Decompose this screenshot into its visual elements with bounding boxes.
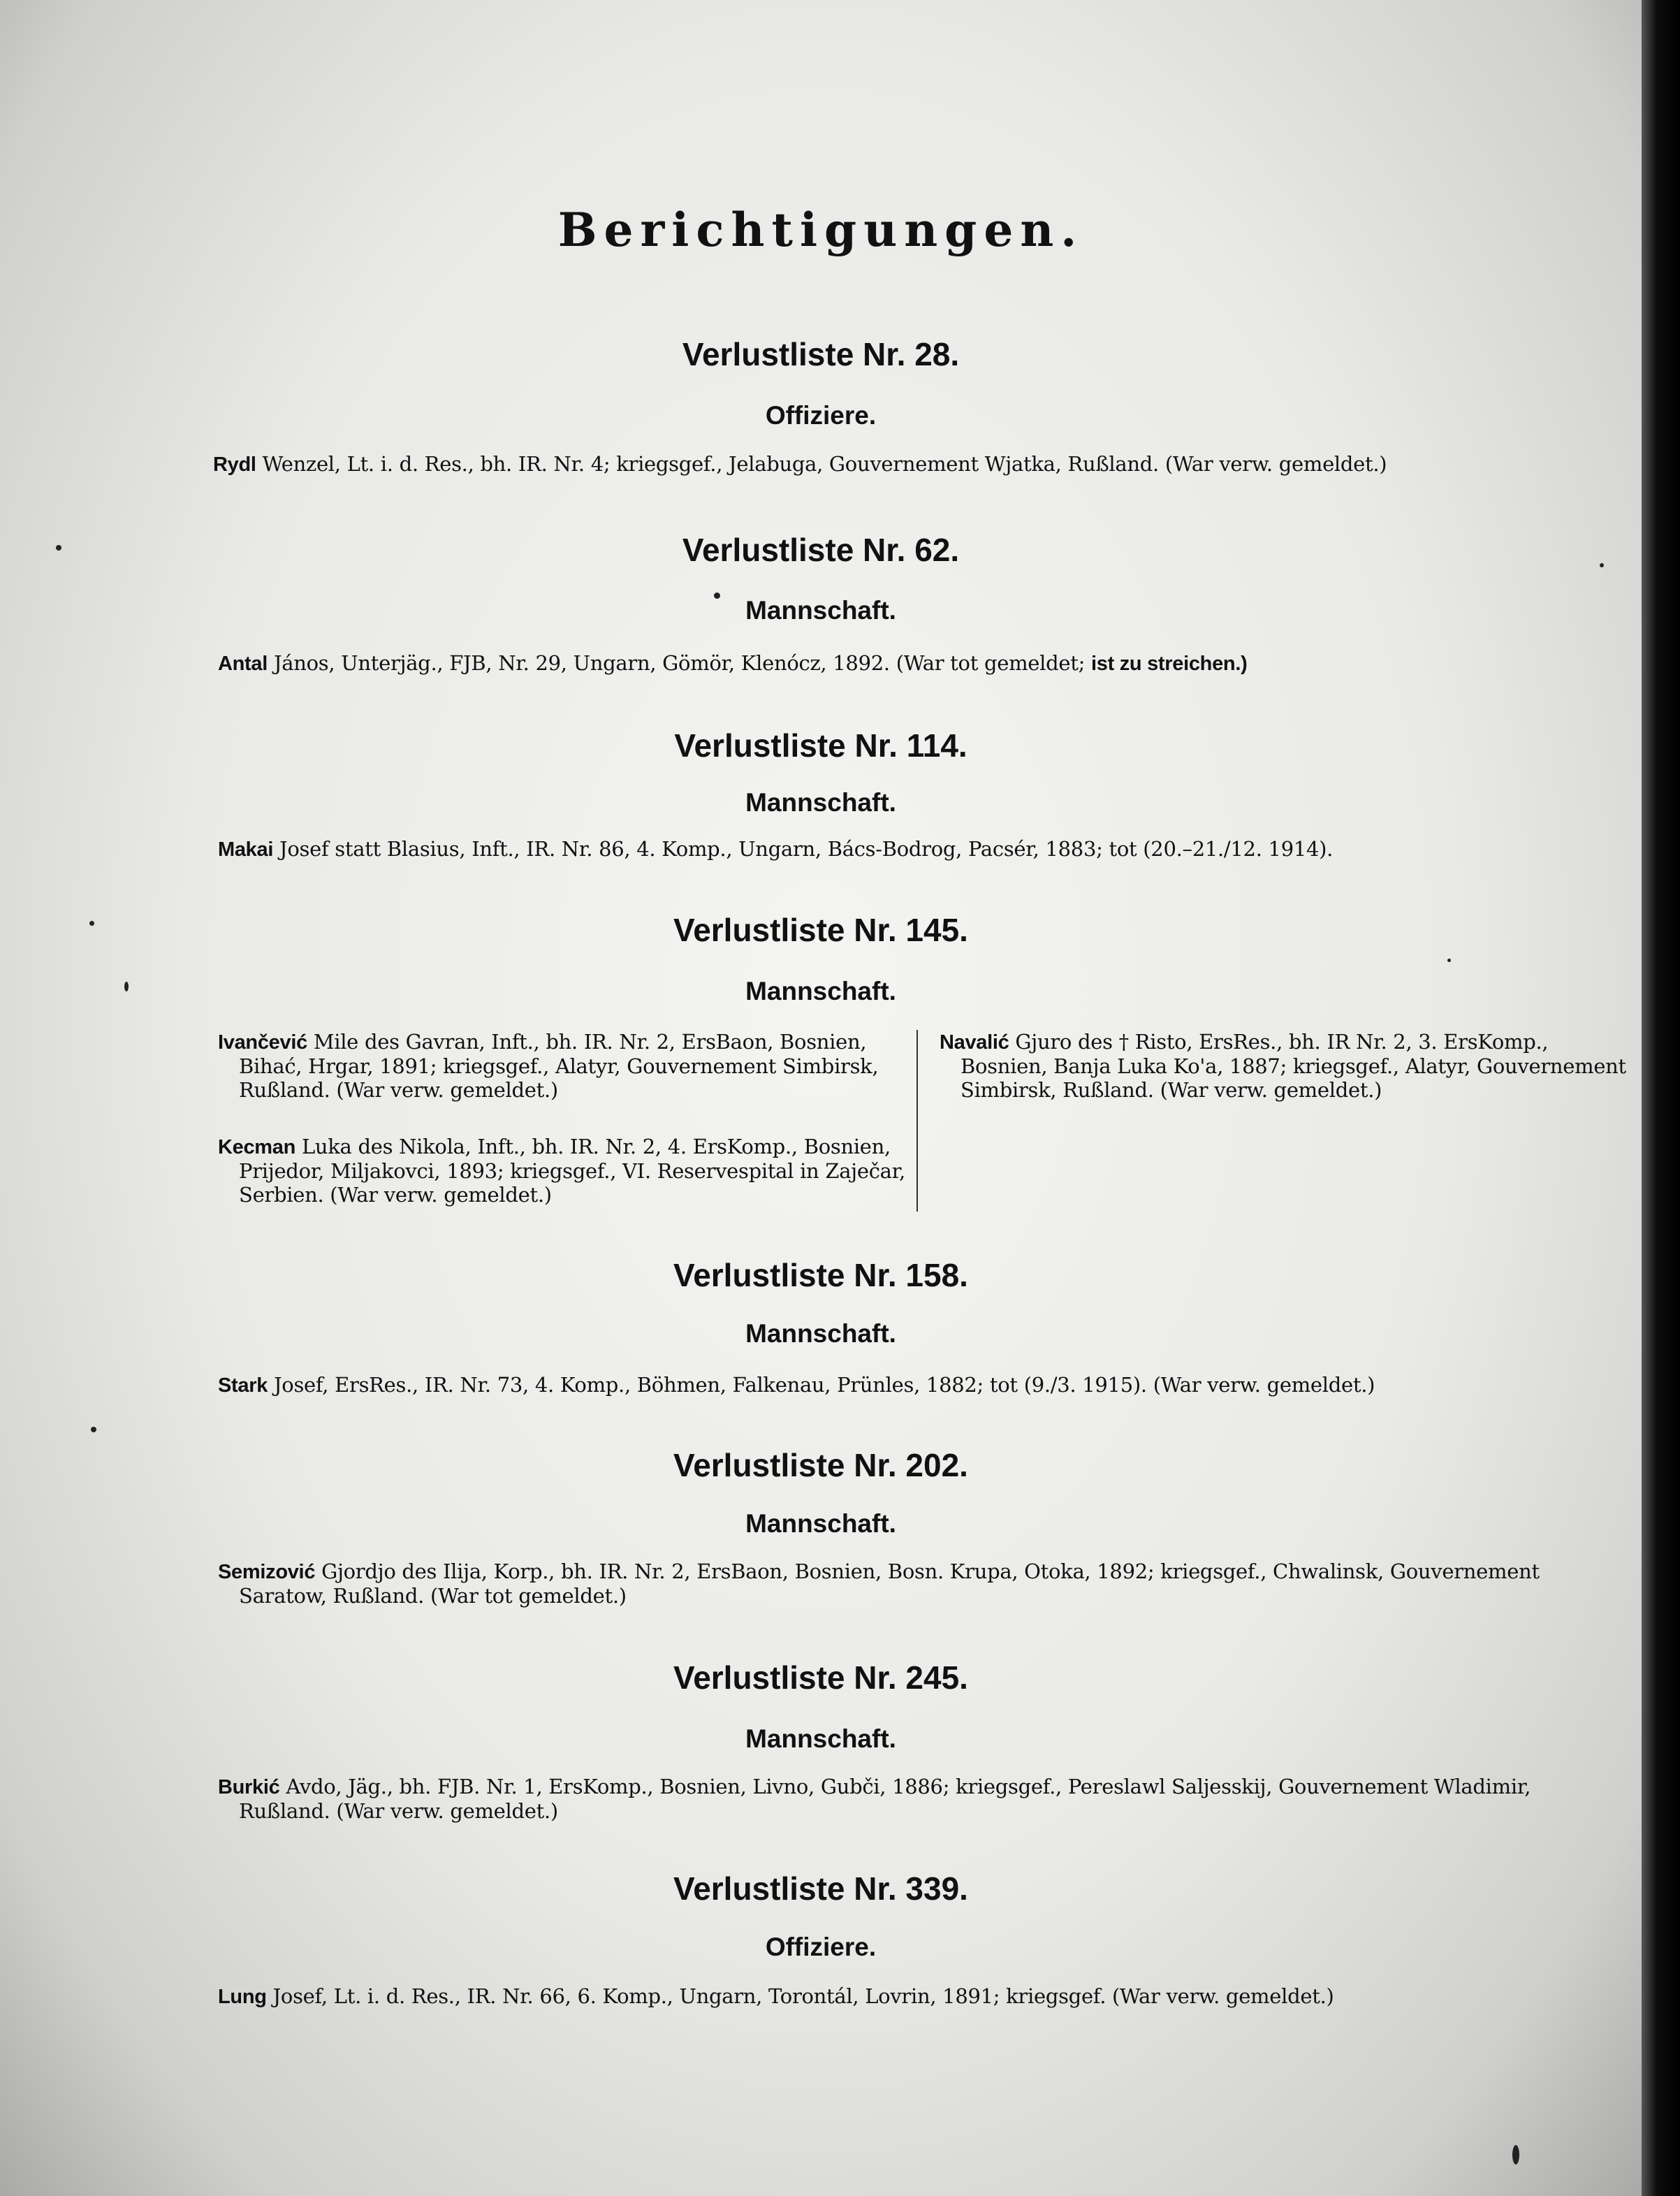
- section-heading-28: Verlustliste Nr. 28.: [682, 336, 960, 372]
- section-heading-62: Verlustliste Nr. 62.: [682, 532, 960, 568]
- section-heading-145: Verlustliste Nr. 145.: [673, 912, 968, 948]
- scan-speck: [1600, 563, 1604, 567]
- entry-ivancevic: [218, 1030, 916, 1102]
- section-category-202: Mannschaft.: [745, 1509, 896, 1538]
- entry-text: Avdo, Jäg., bh. FJB. Nr. 1, ErsKomp., Bosnien, Livno, Gubči, 1886; kriegsgef., Pereslawl Saljesskij, Gouvernement Wladimir, Rußland. (War verw. gemeldet.): [239, 1775, 1531, 1823]
- entry-text: Gjuro des † Risto, ErsRes., bh. IR Nr. 2, 3. ErsKomp., Bosnien, Banja Luka Ko'a, 1887; kriegsgef., Alatyr, Gouvernement Simbirsk, Rußland. (War verw. gemeldet.): [960, 1030, 1626, 1102]
- scan-speck: [56, 545, 61, 551]
- entry-name: Lung: [218, 1986, 267, 2008]
- scan-speck: [1512, 2145, 1519, 2165]
- entry-name: Stark: [218, 1374, 268, 1397]
- scan-speck: [91, 1427, 96, 1432]
- entry-text: Gjordjo des Ilija, Korp., bh. IR. Nr. 2, ErsBaon, Bosnien, Bosn. Krupa, Otoka, 1892; kriegsgef., Chwalinsk, Gouvernement Saratow, Rußland. (War tot gemeldet.): [239, 1559, 1540, 1608]
- entry-antal: [218, 651, 1531, 676]
- section-heading-114: Verlustliste Nr. 114.: [674, 727, 967, 764]
- section-category-114: Mannschaft.: [745, 788, 896, 817]
- entry-name: Makai: [218, 838, 274, 861]
- section-heading-158: Verlustliste Nr. 158.: [673, 1257, 968, 1293]
- entry-name: Rydl: [213, 453, 256, 476]
- section-category-28: Offiziere.: [765, 401, 877, 430]
- entry-lung: [218, 1984, 1531, 2009]
- entry-name: Antal: [218, 653, 268, 675]
- entry-name: Ivančević: [218, 1031, 307, 1054]
- section-category-339: Offiziere.: [765, 1933, 877, 1961]
- entry-text: Josef, ErsRes., IR. Nr. 73, 4. Komp., Böhmen, Falkenau, Prünles, 1882; tot (9./3. 1915). (War verw. gemeldet.): [273, 1373, 1375, 1397]
- section-heading-339: Verlustliste Nr. 339.: [673, 1870, 968, 1907]
- entry-text: Josef, Lt. i. d. Res., IR. Nr. 66, 6. Komp., Ungarn, Torontál, Lovrin, 1891; kriegsgef. (War verw. gemeldet.): [272, 1984, 1334, 2008]
- scan-speck: [1447, 959, 1451, 962]
- entry-name: Semizović: [218, 1561, 316, 1583]
- scan-speck: [89, 921, 94, 926]
- section-heading-202: Verlustliste Nr. 202.: [673, 1447, 968, 1483]
- section-category-62: Mannschaft.: [745, 596, 896, 625]
- entry-name: Burkić: [218, 1776, 280, 1798]
- section-heading-245: Verlustliste Nr. 245.: [673, 1659, 968, 1696]
- entry-burkic: [218, 1775, 1552, 1823]
- entry-kecman: [218, 1135, 916, 1207]
- entry-rydl: [213, 452, 1526, 477]
- scan-speck: [714, 592, 720, 599]
- entry-navalic: [940, 1030, 1638, 1102]
- entry-text: Mile des Gavran, Inft., bh. IR. Nr. 2, ErsBaon, Bosnien, Bihać, Hrgar, 1891; kriegsgef., Alatyr, Gouvernement Simbirsk, Rußland. (War verw. gemeldet.): [239, 1030, 879, 1102]
- column-divider: [916, 1030, 918, 1212]
- entry-emphasis: ist zu streichen.): [1091, 653, 1248, 675]
- section-category-245: Mannschaft.: [745, 1724, 896, 1753]
- entry-text: Josef statt Blasius, Inft., IR. Nr. 86, 4. Komp., Ungarn, Bács-Bodrog, Pacsér, 1883; tot (20.–21./12. 1914).: [279, 837, 1334, 861]
- scan-speck: [124, 982, 129, 991]
- entry-text: Luka des Nikola, Inft., bh. IR. Nr. 2, 4. ErsKomp., Bosnien, Prijedor, Miljakovci, 1893; kriegsgef., VI. Reservespital in Zaječar, Serbien. (War verw. gemeldet.): [239, 1135, 905, 1207]
- entry-name: Navalić: [940, 1031, 1009, 1054]
- page-title: Berichtigungen.: [557, 203, 1084, 257]
- entry-text: Wenzel, Lt. i. d. Res., bh. IR. Nr. 4; kriegsgef., Jelabuga, Gouvernement Wjatka, Rußland. (War verw. gemeldet.): [262, 452, 1387, 476]
- entry-name: Kecman: [218, 1136, 296, 1158]
- entry-makai: [218, 837, 1531, 861]
- scan-border-right: [1642, 0, 1680, 2196]
- entry-text: János, Unterjäg., FJB, Nr. 29, Ungarn, Gömör, Klenócz, 1892. (War tot gemeldet;: [273, 651, 1086, 675]
- entry-semizovic: [218, 1559, 1552, 1608]
- entry-stark: [218, 1373, 1531, 1397]
- section-category-158: Mannschaft.: [745, 1319, 896, 1348]
- section-category-145: Mannschaft.: [745, 977, 896, 1005]
